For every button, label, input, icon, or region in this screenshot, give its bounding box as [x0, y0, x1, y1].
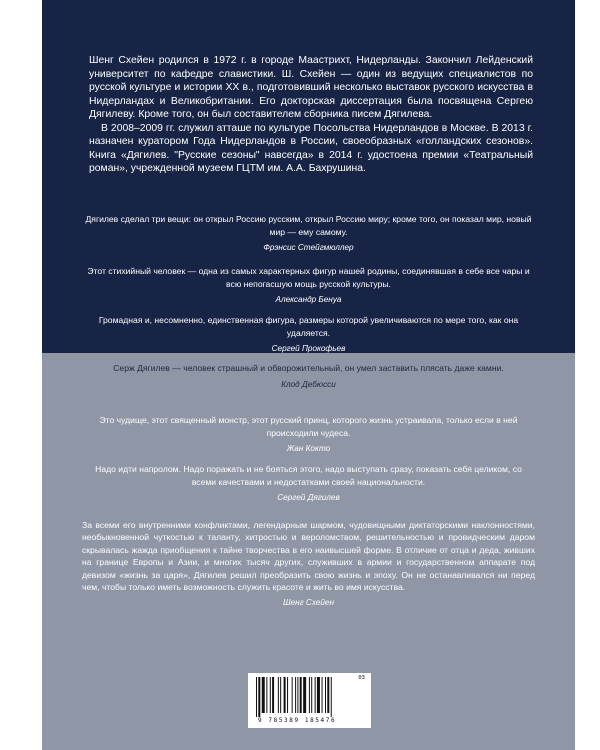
quote-author: Фрэнсис Стейгмюллер: [263, 243, 354, 253]
quote-author: Клод Дебюсси: [281, 379, 336, 389]
barcode-bar: [315, 677, 316, 713]
barcode-bar: [270, 677, 271, 713]
barcode-bar: [280, 677, 281, 713]
barcode-bar: [284, 677, 286, 713]
quote-text: Этот стихийный человек — одна из самых характерных фигур нашей родины, соединявшая в себе все чары и всю непогасшую мощь русской культуры.: [87, 266, 530, 289]
quote-block: [82, 213, 535, 255]
barcode-bar: [325, 677, 326, 713]
barcode-bar: [258, 677, 260, 717]
barcode-bar: [322, 677, 323, 713]
quote-block: [82, 265, 535, 307]
barcode-bars: [254, 677, 354, 717]
barcode-bar: [303, 677, 306, 713]
quote-author: Сергей Дягилев: [277, 493, 340, 503]
barcode-bar: [262, 677, 265, 713]
quote-block: [82, 463, 535, 505]
barcode-bar: [272, 677, 274, 713]
quote-text: Громадная и, несомненно, единственная фигура, размеры которой увеличиваются по мере того, как она удаляется.: [98, 315, 519, 338]
quote-block: [82, 414, 535, 456]
barcode-number: 9 785389 185476: [258, 717, 337, 724]
barcode-bar: [256, 677, 257, 717]
barcode-bar: [300, 677, 302, 713]
barcode-bar: [317, 677, 320, 713]
barcode-bar: [311, 677, 312, 713]
quote-text: Серж Дягилев — человек страшный и обворожительный, он умел заставить плясать даже камни.: [113, 363, 504, 373]
author-bio: [89, 54, 533, 176]
quote-block: [82, 314, 535, 356]
quote-text: Это чудище, этот священный монстр, этот русский принц, которого жизнь устраивала, только если в ней происходили чудеса.: [99, 415, 518, 438]
essay-text: За всеми его внутренними конфликтами, легендарным шармом, чудовищными диктаторскими наклонностями, необыкновенной чуткостью к таланту, хитростью и вероломством, решительностью и провидческим даром скрывалась жажда приобщения к тайне творчества в его наивысшей форме. В отличие от отца и деда, живших на границе Европы и Азии, и многих тысяч других, служивших в армии и государственном аппарате под девизом «жизнь за царя», Дягилев решил преобразить свою жизнь и эпоху. Он не останавливался ни перед чем, чтобы только иметь возможность служить красоте и жить во имя искусства.: [82, 520, 535, 593]
barcode-bar: [266, 677, 267, 713]
barcode-bar: [297, 677, 298, 713]
quote-text: Надо идти напролом. Надо поражать и не бояться этого, надо выступать сразу, показать себя целиком, со всеми качествами и недостатками своей национальности.: [95, 464, 522, 487]
bio-paragraph: В 2008–2009 гг. служил атташе по культуре Посольства Нидерландов в Москве. В 2013 г. назначен куратором Года Нидерландов в России, своеобразных «голландских сезонов». Книга «Дягилев. "Русские сезоны" навсегда» в 2014 г. удостоена премии «Театральный роман», учрежденной музеем ГЦТМ им. А.А. Бахрушина.: [89, 122, 533, 174]
barcode-bar: [295, 677, 296, 713]
barcode-bar: [278, 677, 279, 713]
barcode-bar: [331, 677, 332, 717]
closing-essay: [82, 519, 535, 610]
barcode-bar: [287, 677, 288, 713]
essay-author: Шенг Схейен: [283, 598, 334, 608]
isbn-barcode: [248, 673, 371, 728]
quote-author: Александр Бенуа: [275, 295, 342, 305]
quote-text: Дягилев сделал три вещи: он открыл Россию русским, открыл Россию миру; кроме того, он показал мир, новый мир — ему самому.: [85, 214, 532, 237]
quote-block: [82, 362, 535, 391]
quote-author: Сергей Прокофьев: [271, 344, 346, 354]
barcode-bar: [309, 677, 310, 713]
quote-author: Жан Кокто: [286, 444, 331, 454]
barcode-bar: [292, 677, 293, 713]
bio-paragraph: Шенг Схейен родился в 1972 г. в городе Маастрихт, Нидерланды. Закончил Лейденский университет по кафедре славистики. Ш. Схейен — один из ведущих специалистов по русской культуре и истории XX в., подготовивший несколько выставок русского искусства в Нидерландах и Великобритании. Его докторская диссертация была посвящена Сергею Дягилеву. Кроме того, он был составителем сборника писем Дягилева.: [89, 55, 533, 120]
barcode-addon: 03: [358, 675, 365, 681]
barcode-bar: [327, 677, 329, 713]
book-back-cover: [42, 0, 575, 750]
